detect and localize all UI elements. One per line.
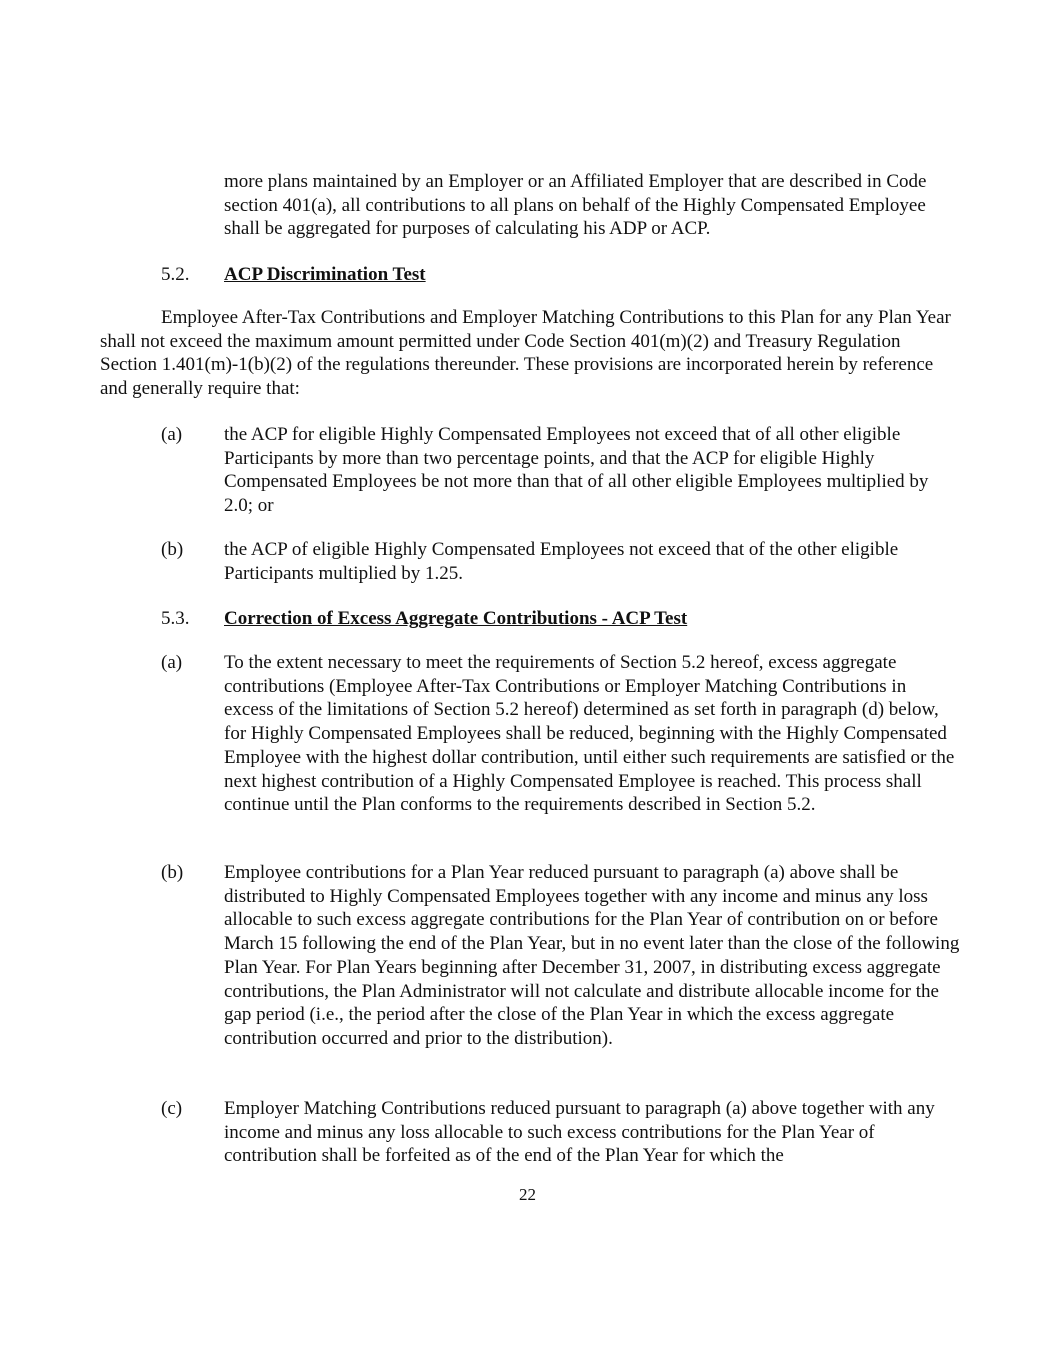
item-5-2-b-label: (b): [161, 539, 184, 560]
item-5-3-a-label: (a): [161, 652, 183, 673]
page-number: 22: [519, 1185, 536, 1204]
section-5-3-number: 5.3.: [161, 608, 190, 629]
item-5-3-b-label: (b): [161, 862, 184, 883]
item-5-3-c-text: Employer Matching Contributions reduced pursuant to paragraph (a) above together with any income and minus any loss allocable to such excess contributions for the Plan Year of contribution shall be forfeited as of the end of the Plan Year for which the: [224, 1098, 935, 1167]
item-5-3-c-label: (c): [161, 1098, 183, 1119]
item-5-2-a-label: (a): [161, 424, 183, 445]
item-5-3-a-text: To the extent necessary to meet the requirements of Section 5.2 hereof, excess aggregate contributions (Employee After-Tax Contributions or Employer Matching Contributions in excess of the limitations of Section 5.2 hereof) determined as set forth in paragraph (d) below, for Highly Compensated Employees shall be reduced, beginning with the Highly Compensated Employee with the highest dollar contribution, until either such requirements are satisfied or the next highest contribution of a Highly Compensated Employee is reached. This process shall continue until the Plan conforms to the requirements described in Section 5.2.: [224, 652, 955, 816]
section-5-3-heading: Correction of Excess Aggregate Contributions - ACP Test: [224, 608, 688, 629]
section-5-2-heading: ACP Discrimination Test: [224, 264, 426, 285]
item-5-2-b-text: the ACP of eligible Highly Compensated Employees not exceed that of the other eligible Participants multiplied by 1.25.: [224, 539, 899, 584]
item-5-2-a-text: the ACP for eligible Highly Compensated Employees not exceed that of all other eligible Participants by more than two percentage points, and that the ACP for eligible Highly Compensated Employees be not more than that of all other eligible Employees multiplied by 2.0; or: [224, 424, 929, 517]
item-5-3-b-text: Employee contributions for a Plan Year reduced pursuant to paragraph (a) above shall be distributed to Highly Compensated Employees together with any income and minus any loss allocable to such excess aggregate contributions for the Plan Year of contribution on or before March 15 following the end of the Plan Year, but in no event later than the close of the following Plan Year. For Plan Years beginning after December 31, 2007, in distributing excess aggregate contributions, the Plan Administrator will not calculate and distribute allocable income for the gap period (i.e., the period after the close of the Plan Year in which the excess aggregate contribution occurred and prior to the distribution).: [224, 862, 960, 1049]
section-5-2-number: 5.2.: [161, 264, 190, 285]
continuation-paragraph: more plans maintained by an Employer or an Affiliated Employer that are described in Code section 401(a), all contributions to all plans on behalf of the Highly Compensated Employee shall be aggregated for purposes of calculating his ADP or ACP.: [224, 171, 927, 240]
section-5-2-intro: Employee After-Tax Contributions and Employer Matching Contributions to this Plan for any Plan Year shall not exceed the maximum amount permitted under Code Section 401(m)(2) and Treasury Regulation Section 1.401(m)-1(b)(2) of the regulations thereunder. These provisions are incorporated herein by reference and generally require that:: [100, 307, 951, 400]
